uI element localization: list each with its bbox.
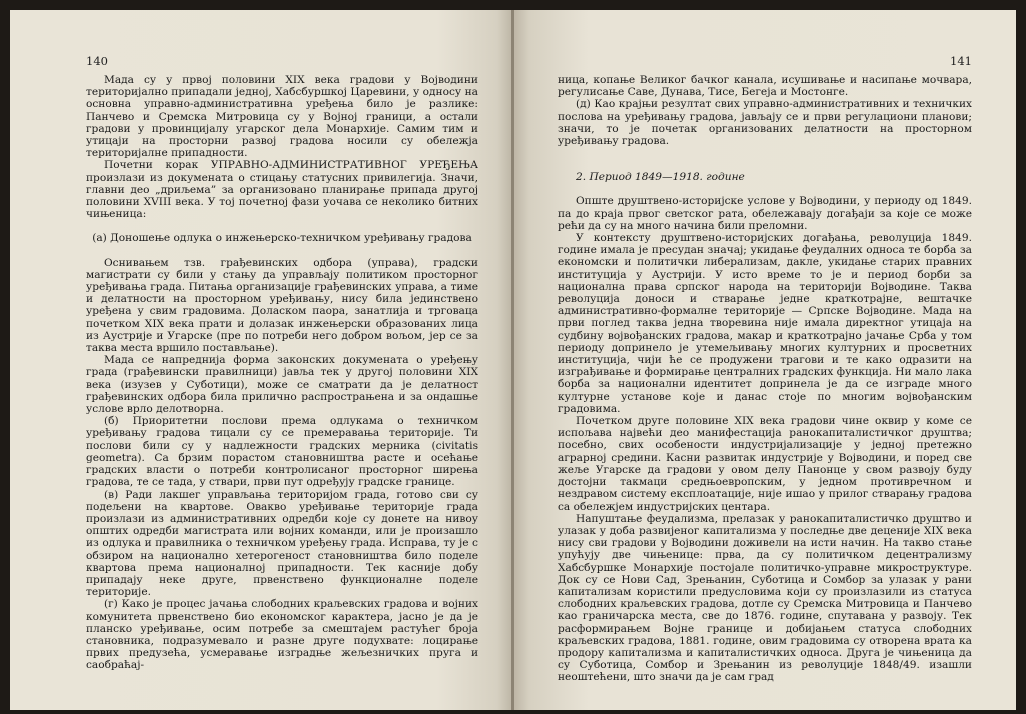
paragraph: Мада су у првој половини XIX века градови у Војводини територијално припадали једној, Хабсбуршкој Царевини, у односу на основна управно-административна уређења било је разлике: Панчево и Сремска Митровица су у Војној граници, а остали градови у провинцијалу угарског дела Монархије. Самим тим и утицаји на просторни развој градова носили су обележја територијалне припадности. — [86, 74, 478, 160]
paragraph: Оснивањем тзв. грађевинских одбора (управа), градски магистрати су били у стању да управљају политиком просторног уређивања града. Питања организације грађевинских управа, а тиме и делатности на просторном уређивању, нису била јединствено уређена у свим градовима. Доласком паора, занатлија и трговаца почетком XIX века прати и долазак инжењерски образованих лица из Аустрије и Угарске (пре по потреби него добром вољом, јер се за таква места вршило постављање). — [86, 256, 478, 355]
paragraph: Почетни корак УПРАВНО-АДМИНИСТРАТИВНОГ УРЕЂЕЊА произлази из докумената о стицању статусних привилегија. Значи, главни део „дриљема” за организовано планирање припада другој половини XVIII века. У тој почетној фази уочава се неколико битних чињеница: — [86, 159, 478, 221]
paragraph: (в) Ради лакшег управљања територијом града, готово сви су подељени на квартове. Овакво уређивање територије града произлази из административних одредби које су донете на нивоу општих одредби магистрата или војних команди, или је произашло из одлука и правилника о техничком уређењу града. Исправа, ту је с обзиром на национално хетерогеност становништва било поделе квартова према националној припадности. Тек касније добу припадају неке друге, првенствено функционалне поделе територије. — [86, 488, 478, 599]
section-heading: (а) Доношење одлука о инжењерско-техничком уређивању градова — [92, 232, 472, 245]
paragraph: ница, копање Великог бачког канала, исушивање и насипање мочвара, регулисање Саве, Дунава, Тисе, Бегеја и Мостонге. — [558, 74, 972, 99]
paragraph: Почетком друге половине XIX века градови чине оквир у коме се испољава највећи део манифестација ранокапиталистичког друштва; посебно, свих особености индустријализације у једној претежно аграрној средини. Касни развитак индустрије у Војводини, и поред све жеље Угарске да градови у овом делу Панонце у свом развоју буду достојни такмаци средњоевропским, у једном противречном и нездравом систему експлоатације, није ишао у прилог стварању градова са обележјем индустријских центара. — [558, 415, 972, 513]
paragraph: У контексту друштвено-историјских догађања, револуција 1849. године имала је пресудан значај; укидање феудалних односа те борба за економски и политички либерализам, дакле, укидање старих правних институција у Аустрији. У исто време то је и период борби за национална права српског народа на територији Војводине. Таква револуција доноси и стварање једне краткотрајне, вештачке административно-формалне територије — Српске Војводине. Мада на први поглед таква једна творевина није имала директног утицаја на судбину војвођанских градова, макар и краткотрајно јачање Срба у том периоду допринело је утемељивању многих културних и просветних институција, чији ће се продужени трагови и те како одразити на изграђивање и формирање централних градских функција. Ни мало лака борба за национални идентитет допринела је да се изграде много културне установе које и данас стоје по многим војвођанским градовима. — [558, 232, 972, 415]
page-number: 141 — [950, 54, 972, 68]
paragraph: Мада се напреднија форма законских докумената о уређењу града (грађевински правилници) јавља тек у другој половини XIX века (изузев у Суботици), може се сматрати да је делатност грађевинских одбора била прилично распрострањена и за ондашње услове врло делотворна. — [86, 354, 478, 416]
paragraph: (г) Како је процес јачања слободних краљевских градова и војних комунитета првенствено био економског карактера, јасно је да је планско уређивање, осим потребе за смештајем растућег броја становника, подразумевало и разне друге подухвате: лоцирање првих предузећа, усмеравање изградње жељезничких пруга и саобраћај- — [86, 598, 478, 672]
paragraph: (д) Као крајњи резултат свих управно-административних и техничких послова на уређивању градова, јављају се и први регулациони планови; значи, то је почетак организованих делатности на просторном уређивању градова. — [558, 98, 972, 148]
page-number: 140 — [86, 54, 108, 68]
paragraph: (б) Приоритетни послови према одлукама о техничком уређивању градова тицали су се премеравања територије. Ти послови били су у надлежности градских мерника (civitatis geometra). Са брзим порастом становништва расте и осећање градских власти о потреби контролисаног просторног ширења градова, те се тада, у ствари, први пут одређују градске границе. — [86, 415, 478, 489]
right-page — [514, 10, 1016, 710]
section-heading: 2. Период 1849—1918. године — [576, 171, 745, 184]
paragraph: Напуштање феудализма, прелазак у ранокапиталистичко друштво и улазак у доба развијеног капитализма у последње две деценије XIX века нису сви градови у Војводини доживели на исти начин. На такво стање упућују две чињенице: прва, да су политичком децентрализму Хабсбуршке Монархије постојале политичко-управне микроструктуре. Док су се Нови Сад, Зрењанин, Суботица и Сомбор за улазак у рани капитализам користили предусловима који су произлазили из статуса слободних краљевских градова, дотле су Сремска Митровица и Панчево као граничарска места, све до 1876. године, спутавана у развоју. Тек расформирањем Војне границе и добијањем статуса слободних краљевских градова, 1881. године, овим градовима су отворена врата ка продору капитализма и капиталистичких односа. Друга је чињеница да су Суботица, Сомбор и Зрењанин из револуције 1848/49. изашли неоштећени, што значи да је сам град — [558, 512, 972, 684]
left-page — [10, 10, 512, 710]
paragraph: Опште друштвено-историјске услове у Војводини, у периоду од 1849. па до краја првог светског рата, обележавају догађаји за које се може рећи да су на много начина били преломни. — [558, 195, 972, 232]
